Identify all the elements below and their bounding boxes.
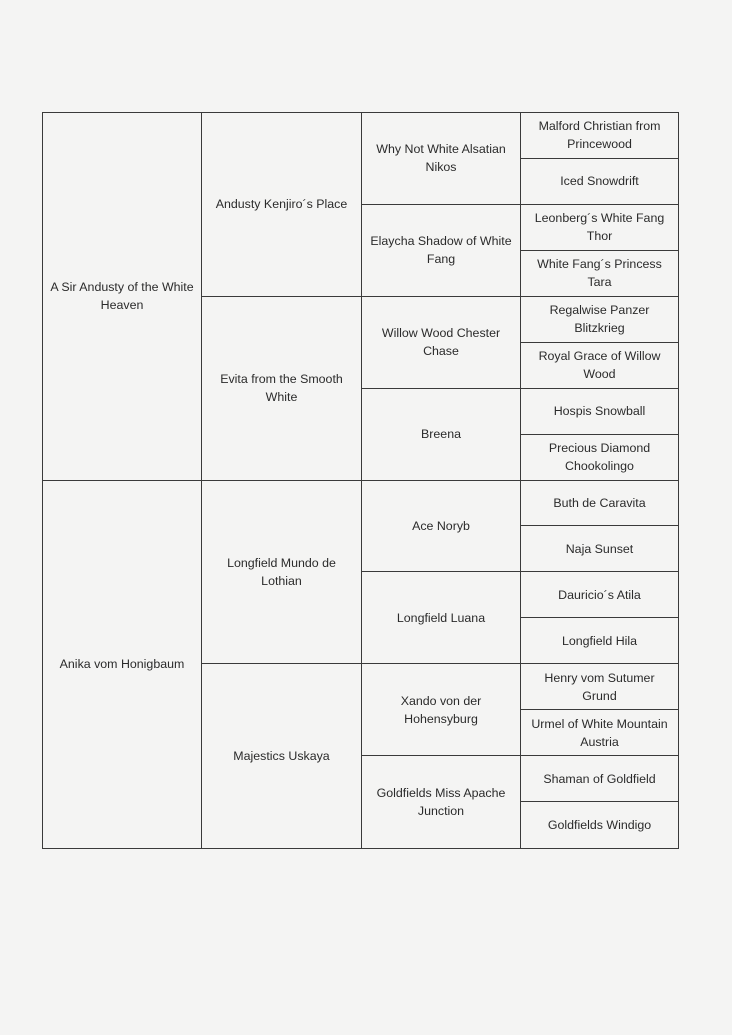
g3-name: Precious Diamond Chookolingo <box>548 441 651 474</box>
g3-name: White Fang´s Princess Tara <box>537 257 662 290</box>
g3-name: Urmel of White Mountain Austria <box>531 716 668 749</box>
sire-dam-name: Evita from the Smooth White <box>220 372 343 405</box>
g3-name: Goldfields Windigo <box>547 818 652 833</box>
dam-sire-name: Longfield Mundo de Lothian <box>227 555 336 588</box>
g3-name: Malford Christian from Princewood <box>538 119 661 152</box>
g3-cell <box>521 526 678 572</box>
sd-dam-name: Breena <box>421 427 461 442</box>
g3-cell <box>521 756 678 802</box>
sd-sire-name: Willow Wood Chester Chase <box>381 326 501 359</box>
ds-dam-cell <box>362 572 521 664</box>
ds-dam-name: Longfield Luana <box>396 610 486 625</box>
sire-dam-cell <box>202 297 362 481</box>
ss-dam-cell <box>362 205 521 297</box>
dam-name: Anika vom Honigbaum <box>59 657 185 672</box>
ds-sire-name: Ace Noryb <box>412 518 470 533</box>
g3-cell <box>521 159 678 205</box>
g3-cell <box>521 205 678 251</box>
g3-name: Shaman of Goldfield <box>543 771 656 786</box>
dam-dam-cell <box>202 664 362 848</box>
g3-cell <box>521 802 678 848</box>
sd-sire-cell <box>362 297 521 389</box>
g3-name: Naja Sunset <box>565 541 634 556</box>
sire-cell <box>43 113 202 481</box>
g3-name: Buth de Caravita <box>553 495 646 510</box>
g3-cell <box>521 435 678 481</box>
sire-sire-name: Andusty Kenjiro´s Place <box>215 197 348 212</box>
ds-sire-cell <box>362 481 521 573</box>
g3-name: Iced Snowdrift <box>560 174 639 189</box>
sire-name: A Sir Andusty of the White Heaven <box>50 280 194 313</box>
g3-cell <box>521 481 678 527</box>
g3-cell <box>521 618 678 664</box>
dd-sire-cell <box>362 664 521 756</box>
dam-sire-cell <box>202 481 362 665</box>
sd-dam-cell <box>362 389 521 481</box>
pedigree-table <box>42 112 679 849</box>
g3-name: Longfield Hila <box>561 633 638 648</box>
g3-name: Hospis Snowball <box>553 404 646 419</box>
ss-sire-cell <box>362 113 521 205</box>
dd-dam-name: Goldfields Miss Apache Junction <box>376 786 506 819</box>
g3-name: Dauricio´s Atila <box>558 587 641 602</box>
g3-cell <box>521 343 678 389</box>
dd-sire-name: Xando von der Hohensyburg <box>400 693 482 726</box>
dd-dam-cell <box>362 756 521 848</box>
dam-dam-name: Majestics Uskaya <box>233 749 330 764</box>
ss-dam-name: Elaycha Shadow of White Fang <box>370 234 512 267</box>
g3-cell <box>521 389 678 435</box>
dam-cell <box>43 481 202 849</box>
g3-cell <box>521 113 678 159</box>
g3-name: Leonberg´s White Fang Thor <box>534 211 665 244</box>
g3-name: Regalwise Panzer Blitzkrieg <box>549 303 650 336</box>
ss-sire-name: Why Not White Alsatian Nikos <box>376 142 506 175</box>
g3-cell <box>521 251 678 297</box>
g3-cell <box>521 297 678 343</box>
g3-cell <box>521 664 678 710</box>
sire-sire-cell <box>202 113 362 297</box>
g3-cell <box>521 572 678 618</box>
g3-cell <box>521 710 678 756</box>
g3-name: Royal Grace of Willow Wood <box>538 349 661 382</box>
g3-name: Henry vom Sutumer Grund <box>544 670 655 703</box>
